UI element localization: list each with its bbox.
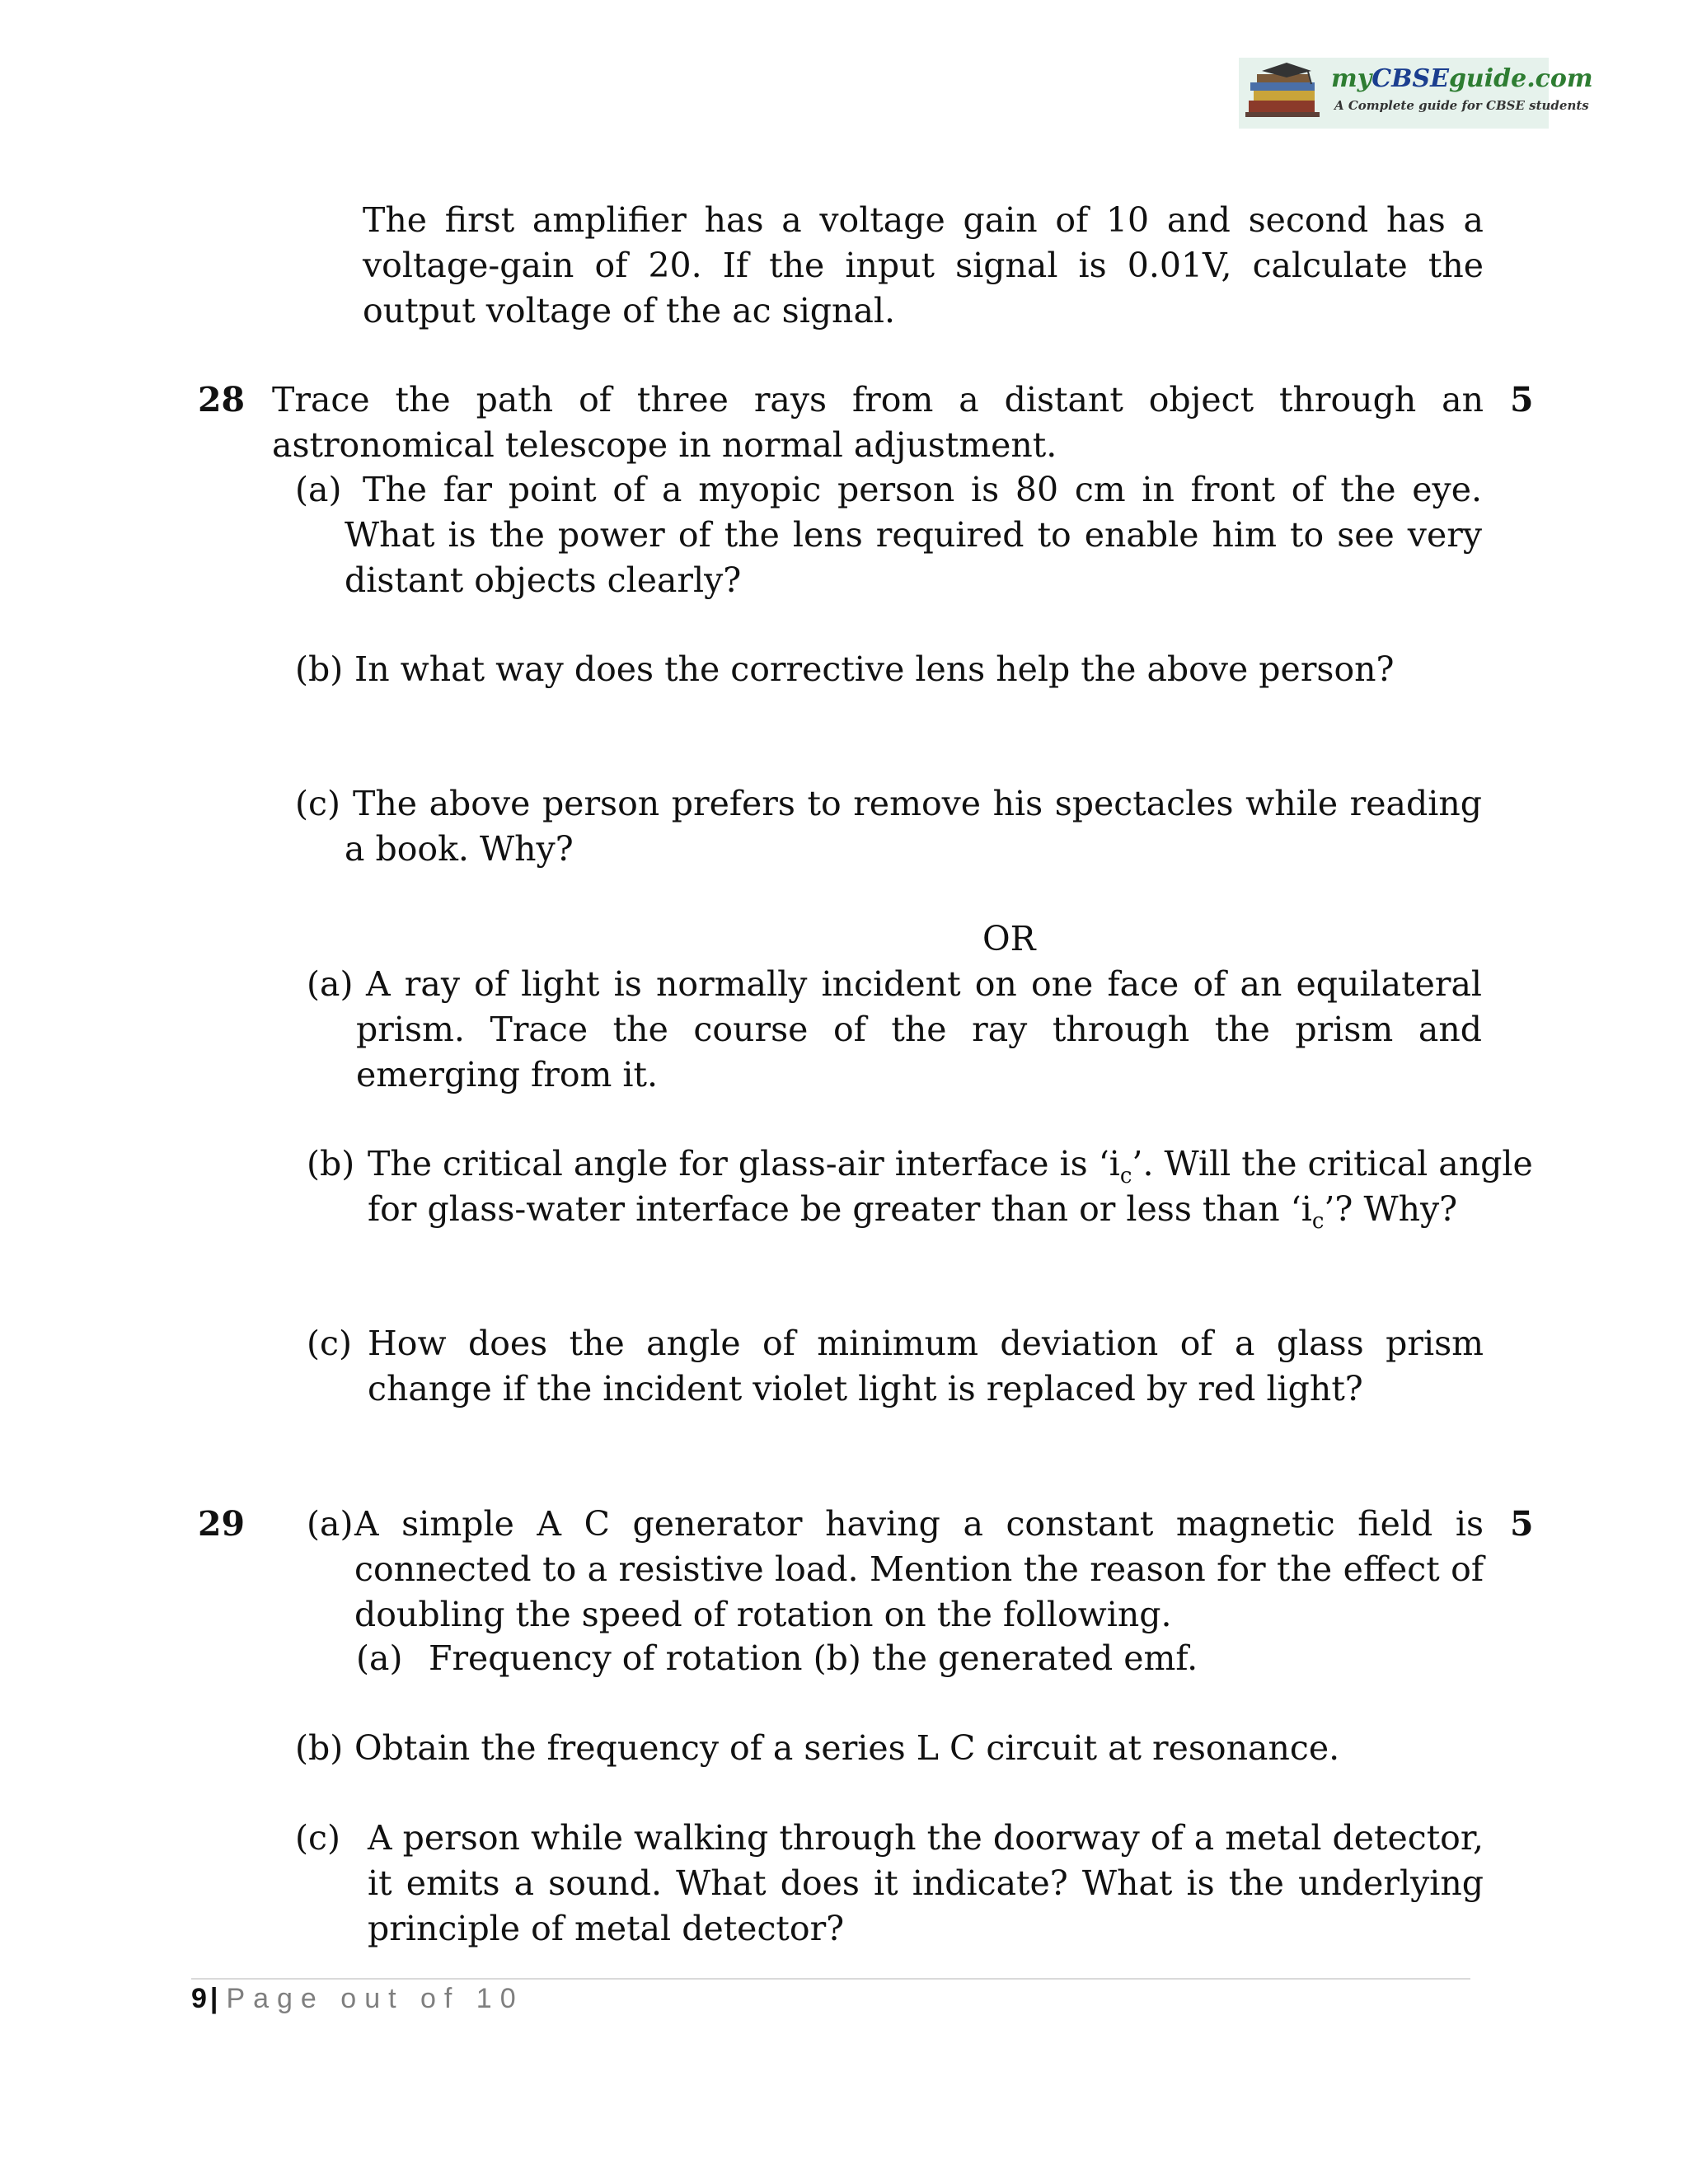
- q28-part-c-label: (c): [295, 784, 340, 823]
- q28-or-part-b-label: (b): [307, 1144, 355, 1183]
- previous-question-continuation: The first amplifier has a voltage gain of 10 and second has a voltage-gain of 20. If the input signal is 0.01V, calculate the output voltage of the ac signal.: [363, 200, 1484, 330]
- question-29-marks: 5: [1510, 1504, 1534, 1544]
- brand-name: myCBSEguide.com: [1331, 64, 1593, 93]
- q28-part-a-label: (a): [295, 470, 342, 509]
- q28-or-part-b-line1: The critical angle for glass-air interface is ‘$i_c$’. Will the critical angle: [368, 1144, 1533, 1189]
- q29-part-b-text: Obtain the frequency of a series L C circuit at resonance.: [354, 1728, 1340, 1768]
- q29-part-c-label: (c): [295, 1818, 340, 1858]
- brand-tagline: A Complete guide for CBSE students: [1334, 98, 1589, 113]
- q29-part-b-label: (b): [295, 1728, 344, 1768]
- question-28-stem: Trace the path of three rays from a distant object through an astronomical telescope in normal adjustment.: [272, 380, 1484, 465]
- books-logo-icon: [1245, 63, 1328, 122]
- question-29-number: 29: [198, 1504, 246, 1544]
- q28-or-part-a-label: (a): [307, 964, 354, 1004]
- q29-part-a-sub-label: (a): [356, 1638, 403, 1678]
- q28-part-a-text: The far point of a myopic person is 80 cm in front of the eye. What is the power of the lens required to enable him to see very distant objects clearly?: [345, 470, 1482, 600]
- or-divider: OR: [982, 919, 1036, 958]
- q28-part-c-text: The above person prefers to remove his spectacles while reading a book. Why?: [345, 784, 1482, 869]
- page-footer: [191, 1978, 524, 2019]
- q28-part-b-text: In what way does the corrective lens help the above person?: [354, 649, 1395, 689]
- q29-part-c-text: A person while walking through the doorway of a metal detector, it emits a sound. What does it indicate? What is the underlying principle of metal detector?: [368, 1818, 1484, 1948]
- question-28-number: 28: [198, 380, 246, 419]
- site-logo: [1239, 58, 1593, 129]
- footer-text: Page out of 10: [226, 1983, 524, 2014]
- q29-part-a-label: (a): [307, 1504, 354, 1544]
- question-28-marks: 5: [1510, 380, 1534, 419]
- q28-or-part-b-line2: for glass-water interface be greater than or less than ‘$i_c$’? Why?: [368, 1189, 1458, 1235]
- q28-or-part-a-text: A ray of light is normally incident on one face of an equilateral prism. Trace the course of the ray through the prism and emerging from it.: [356, 964, 1482, 1094]
- page-number: 9: [191, 1983, 207, 2014]
- q29-part-a-sub-text: Frequency of rotation (b) the generated emf.: [429, 1638, 1198, 1678]
- q29-part-a-text: A simple A C generator having a constant magnetic field is connected to a resistive load. Mention the reason for the effect of doubling the speed of rotation on the following.: [354, 1504, 1484, 1634]
- q28-or-part-c-text: How does the angle of minimum deviation of a glass prism change if the incident violet light is replaced by red light?: [368, 1324, 1484, 1408]
- q28-or-part-c-label: (c): [307, 1324, 352, 1363]
- q28-part-b-label: (b): [295, 649, 344, 689]
- footer-separator: |: [209, 1983, 218, 2014]
